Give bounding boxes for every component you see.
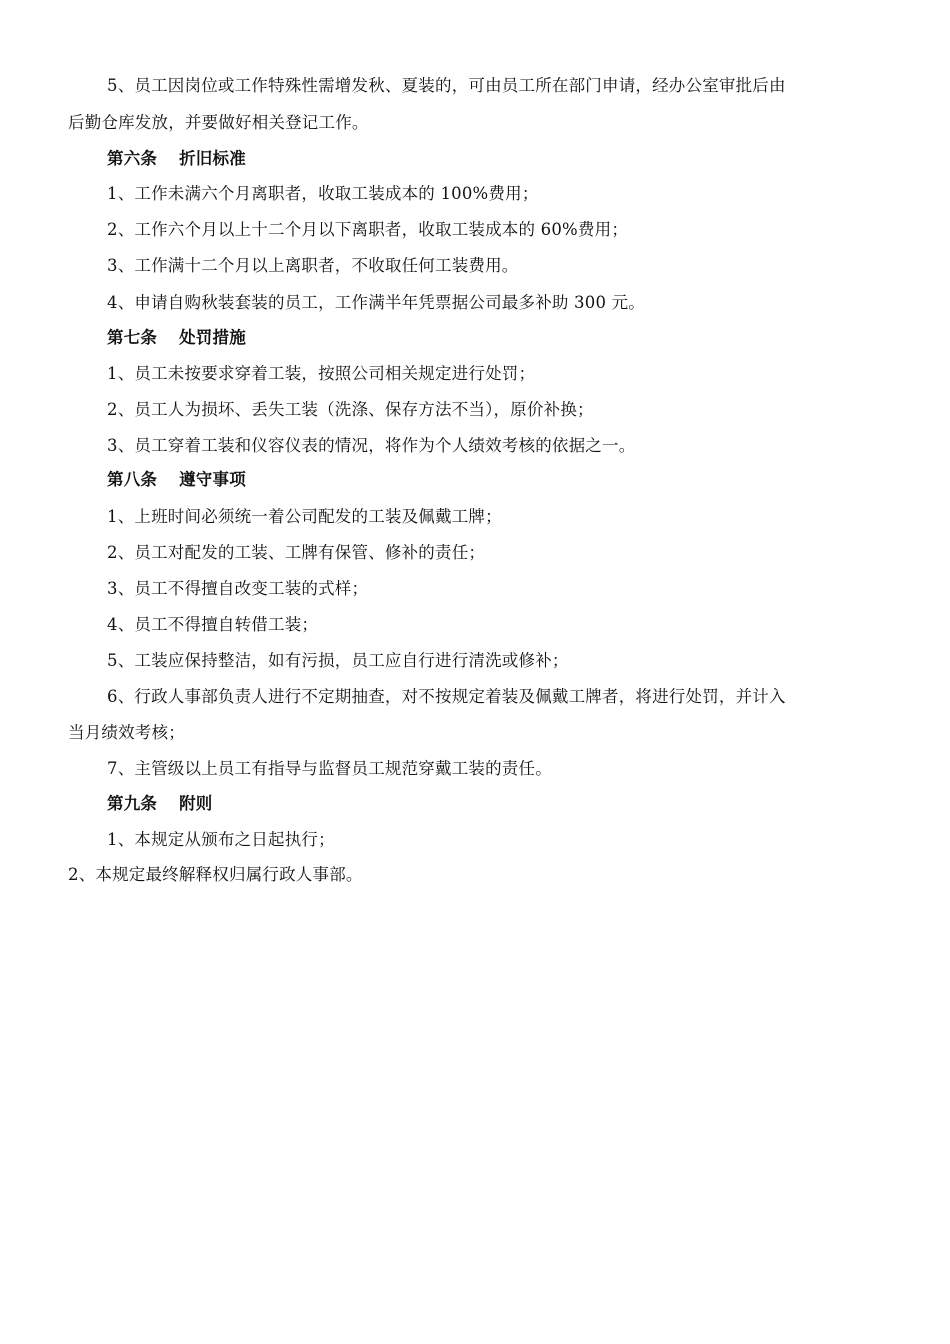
article-heading — [107, 468, 246, 492]
paragraph-text: 后勤仓库发放，并要做好相关登记工作。 — [68, 113, 369, 132]
list-item: 1、工作未满六个月离职者，收取工装成本的 100%费用； — [107, 184, 539, 203]
article-number: 第八条 — [107, 470, 158, 489]
article-number: 第七条 — [107, 328, 158, 347]
paragraph-text: 5、员工因岗位或工作特殊性需增发秋、夏装的，可由员工所在部门申请，经办公室审批后由 — [107, 76, 786, 95]
list-item: 1、员工未按要求穿着工装，按照公司相关规定进行处罚； — [107, 364, 536, 383]
list-item: 2、工作六个月以上十二个月以下离职者，收取工装成本的 60%费用； — [107, 220, 629, 239]
list-item: 3、员工不得擅自改变工装的式样； — [107, 579, 369, 598]
list-item-continuation: 当月绩效考核； — [68, 723, 185, 742]
list-item: 4、员工不得擅自转借工装； — [107, 615, 319, 634]
list-item: 1、上班时间必须统一着公司配发的工装及佩戴工牌； — [107, 507, 502, 526]
list-item: 1、本规定从颁布之日起执行； — [107, 830, 335, 849]
article-heading — [107, 326, 246, 350]
article-number: 第六条 — [107, 149, 158, 168]
list-item: 3、工作满十二个月以上离职者，不收取任何工装费用。 — [107, 256, 519, 275]
article-title: 折旧标准 — [179, 149, 246, 168]
list-item: 5、工装应保持整洁，如有污损，员工应自行进行清洗或修补； — [107, 651, 569, 670]
article-title: 处罚措施 — [179, 328, 246, 347]
list-item: 6、行政人事部负责人进行不定期抽查，对不按规定着装及佩戴工牌者，将进行处罚，并计入 — [107, 687, 786, 706]
article-title: 遵守事项 — [179, 470, 246, 489]
article-heading — [107, 147, 246, 171]
article-title: 附则 — [179, 794, 213, 813]
list-item: 2、本规定最终解释权归属行政人事部。 — [68, 865, 363, 884]
list-item: 4、申请自购秋装套装的员工，工作满半年凭票据公司最多补助 300 元。 — [107, 293, 645, 312]
list-item: 7、主管级以上员工有指导与监督员工规范穿戴工装的责任。 — [107, 759, 552, 778]
list-item: 3、员工穿着工装和仪容仪表的情况，将作为个人绩效考核的依据之一。 — [107, 436, 636, 455]
list-item: 2、员工人为损坏、丢失工装（洗涤、保存方法不当），原价补换； — [107, 400, 594, 419]
article-heading — [107, 792, 213, 816]
list-item: 2、员工对配发的工装、工牌有保管、修补的责任； — [107, 543, 486, 562]
article-number: 第九条 — [107, 794, 158, 813]
